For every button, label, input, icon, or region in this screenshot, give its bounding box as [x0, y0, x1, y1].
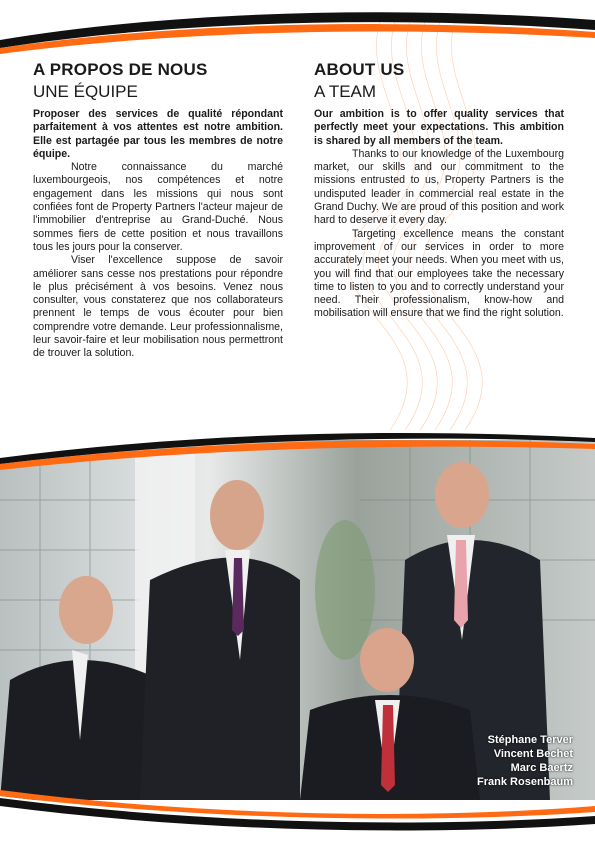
french-intro-paragraph: Proposer des services de qualité répondant parfaitement à vos attentes est notre ambition. Elle est partagée par tous les membres de notre équipe.: [33, 108, 283, 160]
english-intro-paragraph: Our ambition is to offer quality services that perfectly meet your expectations. This ambition is shared by all members of the team.: [314, 108, 564, 147]
french-column: [33, 60, 283, 361]
english-title: ABOUT US: [314, 60, 405, 79]
english-paragraph: Targeting excellence means the constant improvement of our services in order to more accurately meet your needs. When you meet with us, you will find that our employees take the necessary time to listen to you and to correctly understand your need. Their professionalism, know-how and mobilisation will ensure that we find the right solution.: [314, 227, 564, 320]
french-subtitle: UNE ÉQUIPE: [33, 82, 138, 101]
team-member-name: Stéphane Terver: [487, 734, 573, 746]
top-swoosh-decoration: [0, 0, 595, 60]
french-paragraph: Notre connaissance du marché luxembourgeois, nos compétences et notre engagement dans les missions qui nous sont confiées font de Property Partners l'acteur majeur de l'immobilier d'entreprise au Grand-Duché. Nous sommes fiers de cette position et nous travaillons tous les jours pour la conserver.: [33, 161, 283, 253]
team-member-name: Marc Baertz: [510, 762, 573, 774]
english-paragraph: Thanks to our knowledge of the Luxembourg market, our skills and our commitment to the missions entrusted to us, Property Partners is the undisputed leader in commercial real estate in the Grand Duchy. We are proud of this position and work hard to deserve it every day.: [314, 147, 564, 227]
french-title: A PROPOS DE NOUS: [33, 60, 208, 79]
bottom-swoosh-decoration: [0, 790, 595, 842]
middle-swoosh-decoration: [0, 430, 595, 500]
team-member-name: Vincent Bechet: [493, 748, 573, 760]
english-column: [314, 60, 564, 321]
team-names: [477, 733, 573, 789]
french-paragraph: Viser l'excellence suppose de savoir améliorer sans cesse nos prestations pour répondre le plus précisément à vos besoins. Venez nous consulter, vous constaterez que nos collaborateurs prennent le temps de vous écouter pour bien comprendre votre demande. Leur professionnalisme, leur savoir-faire et leur mobilisation nous permettront de trouver la solution.: [33, 254, 283, 360]
team-member-name: Frank Rosenbaum: [477, 776, 573, 788]
english-subtitle: A TEAM: [314, 82, 377, 101]
